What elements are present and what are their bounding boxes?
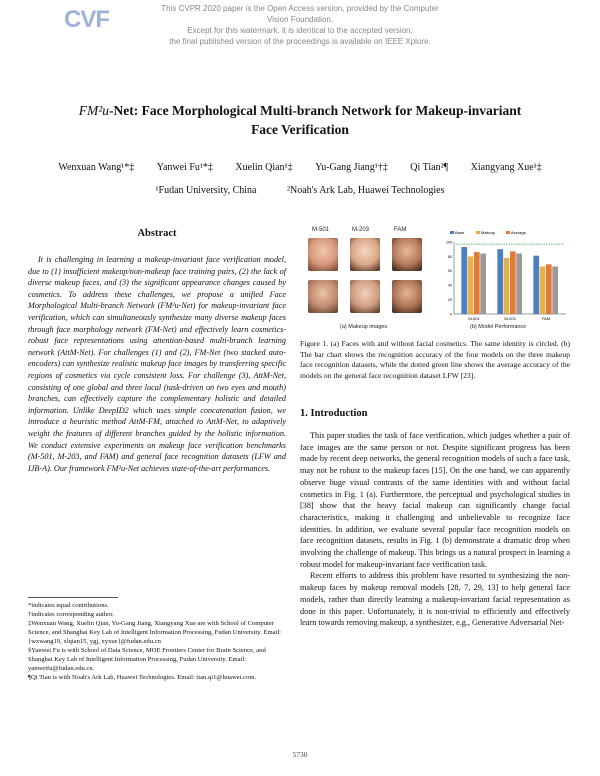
abstract-text: It is challenging in learning a makeup-invariant face verification model, due to (1) insufficient makeup/non-makeup face training pairs, (2) the lack of diverse makeup faces, and (3) the significant appearance changes caused by cosmetics. To address these challenges, we propose a unified Face Morphological Multi-branch Network (FM²u-Net) for makeup-invariant face verification, which can simultaneously synthesize many diverse makeup faces through face morphology network (FM-Net) and effectively learn cosmetics-robust face representations using attention-based multi-branch learning network (AttM-Net). For challenges (1) and (2), FM-Net (two stacked auto-encoders) can synthesize realistic makeup face images by transferring specific regions of cosmetics via cycle consistent loss. For challenge (3), AttM-Net, consisting of one global and three local (task-driven on two eyes and mouth) branches, can effectively capture the complementary holistic and detailed information. Unlike DeepID2 which uses simple concatenation fusion, we introduce a heuristic method AttM-FM, attached to AttM-Net, to adaptively weight the features of different branches guided by the holistic information. We conduct extensive experiments on makeup face verification benchmarks (M-501, M-203, and FAM) and general face recognition datasets (LFW and IJB-A). Our framework FM²u-Net achieves state-of-the-art performances. bbox=[28, 255, 286, 473]
bar bbox=[540, 266, 546, 314]
affiliations bbox=[40, 185, 560, 196]
legend-swatch bbox=[506, 231, 510, 234]
bar bbox=[510, 251, 516, 314]
legend-swatch bbox=[450, 231, 454, 234]
bar bbox=[504, 258, 510, 314]
bar bbox=[461, 247, 467, 314]
y-tick-label: 40 bbox=[448, 283, 452, 288]
abstract-heading: Abstract bbox=[137, 228, 177, 239]
author: Wenxuan Wang¹*‡ bbox=[58, 162, 135, 173]
bar bbox=[516, 254, 522, 314]
y-tick-label: 80 bbox=[448, 254, 452, 259]
figure-col-label: M-203 bbox=[352, 227, 370, 233]
face-photo-no-makeup bbox=[392, 280, 422, 313]
watermark-line: Except for this watermark, it is identical to the accepted version; bbox=[187, 26, 413, 35]
author: Yu-Gang Jiang¹†‡ bbox=[315, 162, 388, 173]
legend-swatch bbox=[476, 231, 480, 234]
y-tick-label: 20 bbox=[448, 298, 452, 302]
footnote: †indicates corresponding author. bbox=[28, 611, 114, 618]
bar bbox=[552, 266, 558, 314]
figure-1 bbox=[300, 226, 570, 334]
bar bbox=[480, 254, 486, 314]
bar bbox=[497, 249, 503, 314]
y-tick-label: 0 bbox=[450, 312, 452, 317]
watermark bbox=[150, 3, 450, 47]
chart-legend bbox=[450, 230, 527, 235]
face-photo-no-makeup bbox=[350, 280, 380, 313]
panel-a-label: (a) Makeup images bbox=[340, 324, 388, 330]
x-tick-label: FAM bbox=[541, 316, 551, 321]
title-model-name: FM²u bbox=[78, 103, 110, 118]
bar bbox=[546, 264, 552, 314]
x-tick-label: M-203 bbox=[504, 316, 516, 321]
cvf-logo bbox=[64, 6, 112, 34]
cvf-logo-text: CVF bbox=[64, 6, 109, 33]
face-photo-no-makeup bbox=[308, 280, 338, 313]
face-photo-makeup bbox=[392, 238, 422, 271]
footnote: ¶Qi Tian is with Noah's Ark Lab, Huawei Technologies. Email: tian.qi1@huawei.com. bbox=[28, 674, 257, 681]
figure-col-label: FAM bbox=[394, 227, 407, 233]
face-photo-makeup bbox=[350, 238, 380, 271]
panel-b-label: (b) Model Performance bbox=[470, 324, 527, 330]
affiliation: ¹Fudan University, China bbox=[155, 185, 257, 196]
bar bbox=[533, 256, 539, 314]
intro-paragraph: Recent efforts to address this problem have resorted to synthesizing the non-makeup faces by makeup removal models [28, 7, 29, 13] to help general face models, rather than directly learning a makeup-invariant facial representation as done in this paper. Unfortunately, it is non-trivial to efficiently and effectively learn towards removing makeup, a synthesizer, e.g., Generative Adversarial Net- bbox=[300, 571, 570, 628]
legend-label: Makeup bbox=[481, 230, 496, 235]
watermark-line: the final published version of the proceedings is available on IEEE Xplore. bbox=[169, 37, 431, 46]
page-number: 5730 bbox=[292, 750, 308, 759]
watermark-line: This CVPR 2020 paper is the Open Access version, provided by the Computer Vision Foundation. bbox=[161, 4, 439, 24]
title-line-1: -Net: Face Morphological Multi-branch Network for Makeup-invariant bbox=[109, 103, 522, 118]
footnote-rule bbox=[28, 597, 118, 598]
figure-col-label: M-501 bbox=[312, 227, 330, 233]
face-photo-makeup bbox=[308, 238, 338, 271]
bar bbox=[468, 256, 474, 314]
author: Xuelin Qian¹‡ bbox=[235, 162, 293, 173]
footnote: ‡Wenxuan Wang, Xuelin Qian, Yu-Gang Jiang, Xiangyang Xue are with School of Computer Science, and Shanghai Key Lab of Intelligent Information Processing, Fudan University. Email: {wxwang19, xlqian15, ygj, xyxue}@fudan.edu.cn bbox=[28, 620, 282, 645]
legend-label: Base bbox=[455, 230, 465, 235]
footnote: §Yanwei Fu is with School of Data Science, MOE Frontiers Center for Brain Science, and Shanghai Key Lab of Intelligent Information Processing, Fudan University. Email: yanweifu@fudan.edu.cn. bbox=[28, 647, 266, 672]
author: Xiangyang Xue¹‡ bbox=[470, 162, 542, 173]
legend-label: Average bbox=[511, 230, 526, 235]
title-line-2: Face Verification bbox=[251, 122, 349, 137]
affiliation: ²Noah's Ark Lab, Huawei Technologies bbox=[286, 185, 445, 196]
author: Qi Tian²¶ bbox=[410, 162, 449, 173]
intro-heading: 1. Introduction bbox=[300, 408, 368, 419]
footnote: *indicates equal contributions. bbox=[28, 602, 109, 609]
y-tick-label: 60 bbox=[448, 269, 452, 274]
intro-body bbox=[300, 430, 570, 629]
performance-bar-chart bbox=[440, 230, 570, 322]
paper-title bbox=[60, 101, 540, 139]
intro-paragraph: This paper studies the task of face verification, which judges whether a pair of face images are the same person or not. Despite significant progress has been made by recent deep networks, the general recognition models of such a face task, may not be robust to the makeup faces [15]. On the one hand, we can apparently observe huge visual contrasts of the same identities with and without facial cosmetics in Fig. 1 (a). Furthermore, the perceptual and psychological studies in [38] show that the heavy facial makeup can significantly change facial characteristics, making it challenging and unbelievable to recognize face identities. In addition, we evaluate several popular face recognition models on face recognition datasets, results in Fig. 1 (b) demonstrate a dramatic drop when involving the challenge of makeup. This brings us a natural prospect in learning a robust model for makeup-invariant face verification task. bbox=[300, 431, 570, 569]
footnotes bbox=[28, 597, 286, 682]
x-tick-label: M-501 bbox=[468, 316, 480, 321]
bar bbox=[474, 252, 480, 314]
y-tick-label: 100 bbox=[446, 240, 452, 245]
author-list bbox=[20, 162, 580, 173]
author: Yanwei Fu¹*‡ bbox=[156, 162, 213, 173]
figure-caption: Figure 1. (a) Faces with and without facial cosmetics. The same identity is circled. (b) The bar chart shows the recognition accuracy of the four models on the three makeup face recognition datasets, while the dotted green line shows the average accuracy of the models on the general face recognition dataset LFW [23]. bbox=[300, 339, 570, 380]
